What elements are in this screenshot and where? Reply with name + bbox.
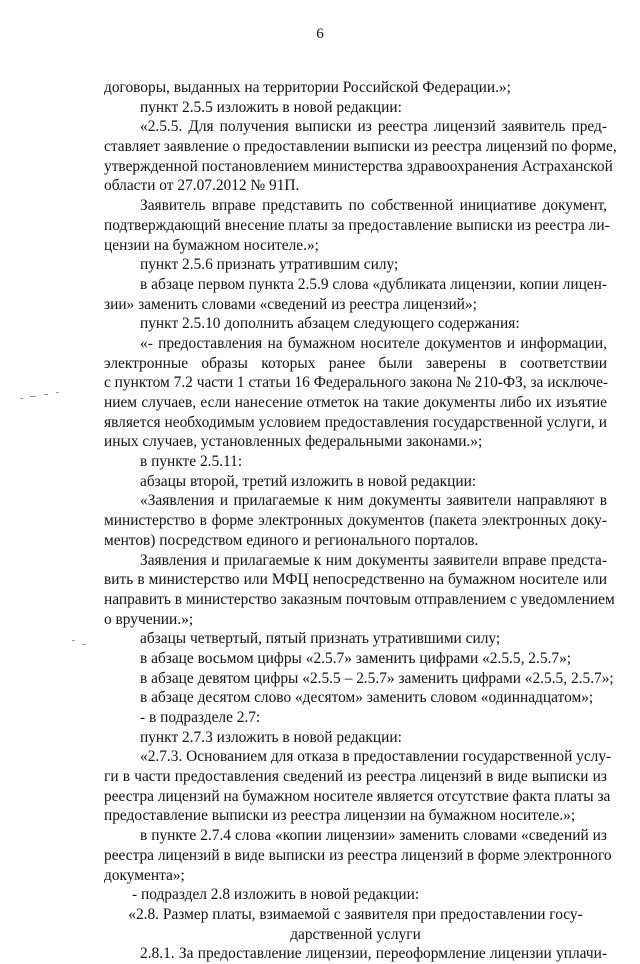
text-line: «Заявления и прилагаемые к ним документы заявители направляют в (140, 492, 607, 510)
text-line: реестра лицензий в виде выписки из реестра лицензий в форме электронного (104, 846, 612, 864)
text-line: ставляет заявление о предоставлении выписки из реестра лицензий по форме, (104, 138, 617, 156)
text-line: в пункте 2.7.4 слова «копии лицензии» заменить словами «сведений из (140, 827, 607, 845)
text-line: о вручении.»; (104, 610, 194, 628)
page-number: 6 (316, 26, 324, 42)
text-line: абзацы второй, третий изложить в новой редакции: (140, 472, 477, 490)
text-line: вить в министерство или МФЦ непосредственно на бумажном носителе или (104, 571, 607, 589)
text-line: в абзаце девятом цифры «2.5.5 – 2.5.7» заменить цифрами «2.5.5, 2.5.7»; (140, 669, 614, 687)
text-line: реестра лицензий на бумажном носителе является отсутствие факта платы за (104, 787, 611, 805)
text-line: предоставление выписки из реестра лицензии на бумажном носителе.»; (104, 807, 576, 825)
scan-mark (44, 394, 48, 395)
text-line: документа»; (104, 866, 185, 884)
text-line: в абзаце первом пункта 2.5.9 слова «дубликата лицензии, копии лицен- (140, 275, 607, 293)
text-line: договоры, выданных на территории Российской Федерации.»; (104, 79, 511, 96)
text-line: подтверждающий внесение платы за предоставление выписки из реестра ли- (104, 216, 610, 234)
text-line: направить в министерство заказным почтовым отправлением с уведомлением (104, 590, 615, 608)
text-line: пункт 2.5.5 изложить в новой редакции: (140, 98, 402, 116)
text-line: в абзаце десятом слово «десятом» заменить словом «одиннадцатом»; (140, 689, 594, 707)
text-line: пункт 2.5.6 признать утратившим силу; (140, 256, 399, 274)
text-line: нием случаев, если нанесение отметок на такие документы либо их изъятие (104, 394, 607, 411)
text-line: в абзаце восьмом цифры «2.5.7» заменить цифрами «2.5.5, 2.5.7»; (140, 649, 572, 667)
text-line: пункт 2.5.10 дополнить абзацем следующего содержания: (140, 315, 520, 333)
scan-mark (30, 396, 36, 397)
text-line: - подраздел 2.8 изложить в новой редакции: (132, 886, 420, 904)
text-line: с пунктом 7.2 части 1 статьи 16 Федерального закона № 210-ФЗ, за исключе- (104, 374, 609, 392)
text-line: в пункте 2.5.11: (140, 453, 243, 471)
text-line: «2.5.5. Для получения выписки из реестра лицензий заявитель пред- (140, 118, 607, 136)
text-line: Заявления и прилагаемые к ним документы заявители вправе предста- (140, 551, 607, 569)
section-heading-line: «2.8. Размер платы, взимаемой с заявителя при предоставлении госу- (128, 905, 583, 923)
document-body (104, 78, 617, 964)
text-line: «- предоставления на бумажном носителе документов и информации, (140, 334, 607, 352)
scan-mark (72, 640, 75, 641)
text-line: абзацы четвертый, пятый признать утратившими силу; (140, 630, 501, 648)
text-line: пункт 2.7.3 изложить в новой редакции: (140, 728, 402, 746)
text-line: - в подразделе 2.7: (140, 709, 261, 726)
text-line: «2.7.3. Основанием для отказа в предоставлении государственной услу- (140, 748, 612, 766)
text-line: зии» заменить словами «сведений из реестра лицензий»; (104, 295, 477, 313)
text-line: ментов) посредством единого и регионального порталов. (104, 531, 479, 549)
text-line: иных случаев, установленных федеральными законами.»; (104, 433, 483, 451)
text-line: является необходимым условием предоставления государственной услуги, и (104, 413, 607, 431)
text-line: утвержденной постановлением министерства здравоохранения Астраханской (104, 157, 613, 175)
text-line: цензии на бумажном носителе.»; (104, 236, 319, 254)
scan-mark (20, 398, 23, 399)
scan-mark (82, 644, 86, 645)
text-line: 2.8.1. За предоставление лицензии, переоформление лицензии уплачи- (140, 945, 607, 963)
text-line: Заявитель вправе представить по собственной инициативе документ, (140, 197, 607, 215)
text-line: области от 27.07.2012 № 91П. (104, 177, 300, 195)
section-heading-line: дарственной услуги (290, 925, 421, 943)
text-line: ги в части предоставления сведений из реестра лицензий в виде выписки из (104, 768, 607, 786)
text-line: электронные образы которых ранее были заверены в соответствии (104, 354, 607, 372)
text-line: министерство в форме электронных документов (пакета электронных доку- (104, 512, 607, 530)
scan-mark (56, 392, 59, 393)
